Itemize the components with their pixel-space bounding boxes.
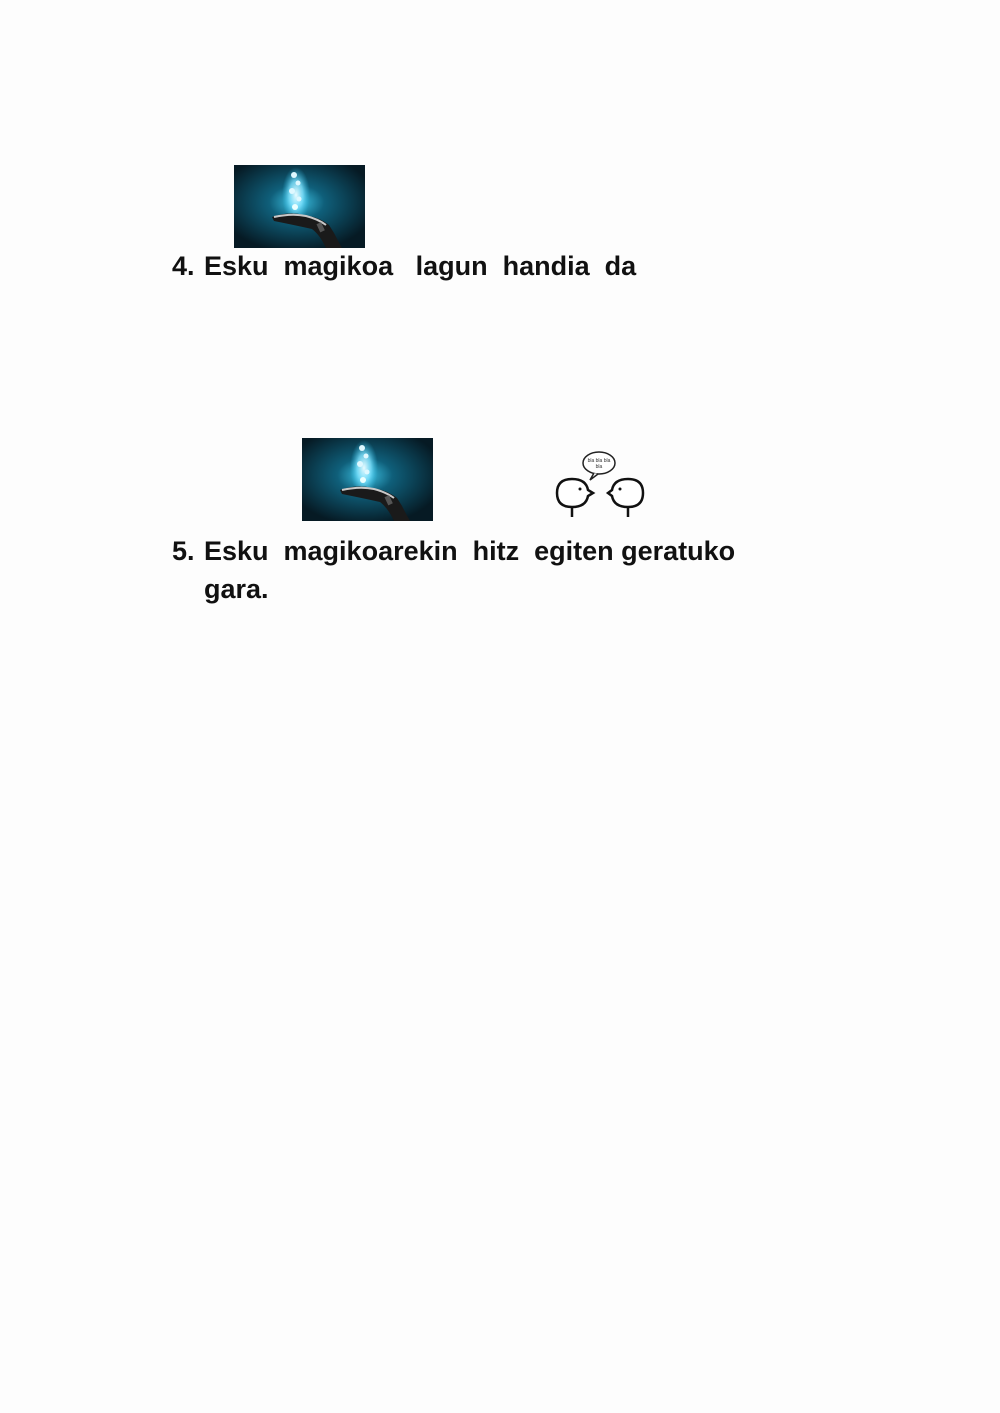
list-item-4 <box>172 247 636 285</box>
svg-text:bla: bla <box>595 464 603 470</box>
two-heads-talking-icon <box>550 445 650 525</box>
item-text: Esku magikoarekin hitz egiten geratuko gara. <box>204 536 743 604</box>
item-text: Esku magikoa lagun handia da <box>204 251 637 281</box>
item-number: 4. <box>172 251 195 281</box>
item-number: 5. <box>172 536 195 566</box>
svg-text:bla bla bla: bla bla bla <box>587 458 611 464</box>
magic-hand-image <box>302 438 433 521</box>
magic-hand-image <box>234 165 365 248</box>
list-item-5 <box>172 532 812 608</box>
